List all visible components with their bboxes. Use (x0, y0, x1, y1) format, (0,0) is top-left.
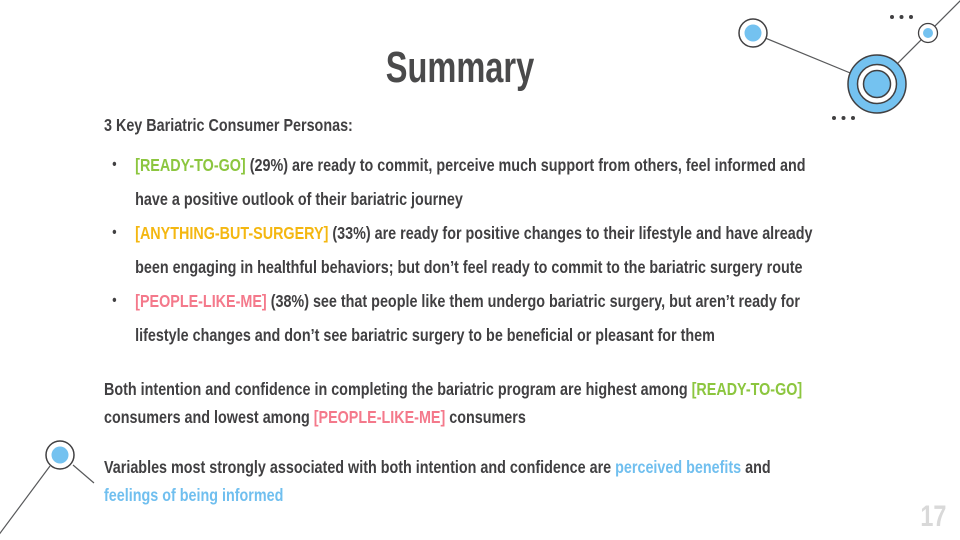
text-run-body: (29%) are ready to commit, perceive much support from others, feel informed and (249, 155, 806, 175)
text-run-body: Both intention and confidence in completing the bariatric program are highest among (104, 379, 692, 399)
intro-heading: 3 Key Bariatric Consumer Personas: (104, 115, 353, 135)
text-run-body: been engaging in healthful behaviors; but don’t feel ready to commit to the bariatric surgery route (135, 257, 803, 277)
paragraph-intention-confidence (104, 375, 860, 431)
text-run-green: [READY-TO-GO] (691, 379, 803, 399)
node-circle-outer (739, 19, 767, 47)
bullet-icon: • (112, 224, 117, 241)
node-circle-inner (52, 447, 69, 464)
ellipsis-dots-icon (890, 15, 913, 19)
connector-line (0, 466, 50, 540)
bullet-text (135, 223, 812, 277)
text-run-yellow: [ANYTHING-BUT-SURGERY] (135, 223, 333, 243)
body-text-column (104, 108, 860, 527)
text-run-body: lifestyle changes and don’t see bariatric surgery to be beneficial or pleasant for them (135, 325, 715, 345)
bullet-item-anything-but-surgery (104, 216, 860, 284)
bullet-item-people-like-me (104, 284, 860, 352)
text-run-pink: [PEOPLE-LIKE-ME] (313, 407, 446, 427)
text-run-body: Variables most strongly associated with both intention and confidence are (104, 457, 616, 477)
title-wrap (0, 43, 920, 92)
text-run-body: consumers and lowest among (104, 407, 314, 427)
node-circle-inner (745, 25, 762, 42)
node-circle-small-inner (923, 28, 933, 38)
connector-line (73, 465, 94, 483)
bullet-text (135, 291, 800, 345)
bullet-icon: • (112, 156, 117, 173)
paragraph-variables (104, 453, 860, 509)
network-decoration-bottom-left (0, 420, 120, 540)
page-title: Summary (385, 43, 535, 92)
text-run-body: (33%) are ready for positive changes to their lifestyle and have already (332, 223, 813, 243)
bullet-item-ready-to-go (104, 148, 860, 216)
text-run-blue: feelings of being informed (104, 485, 284, 505)
page-number: 17 (919, 500, 946, 533)
bullet-icon: • (112, 292, 117, 309)
text-run-body: consumers (445, 407, 526, 427)
text-run-pink: [PEOPLE-LIKE-ME] (135, 291, 271, 311)
text-run-body: and (741, 457, 771, 477)
node-circle-outer (46, 441, 74, 469)
text-run-body: (38%) see that people like them undergo bariatric surgery, but aren’t ready for (270, 291, 800, 311)
node-circle-small-outer (919, 24, 938, 43)
text-run-body: have a positive outlook of their bariatric journey (135, 189, 463, 209)
bullet-text (135, 155, 805, 209)
text-run-green: [READY-TO-GO] (135, 155, 250, 175)
bullet-list (104, 148, 860, 352)
text-run-blue: perceived benefits (615, 457, 742, 477)
